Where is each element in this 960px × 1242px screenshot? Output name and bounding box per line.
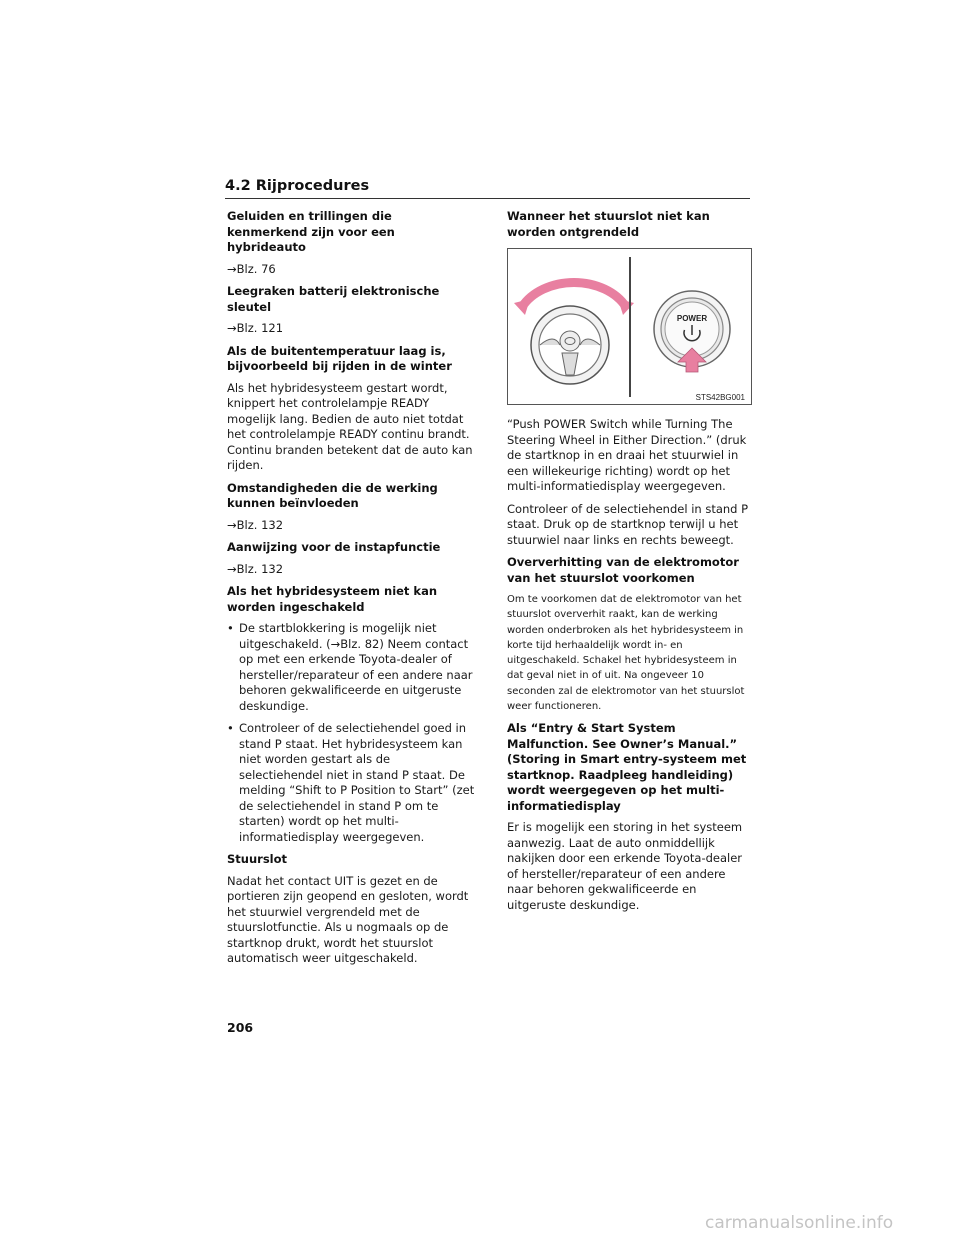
rotation-arrow-icon [522,282,626,307]
power-button-label: POWER [676,314,708,323]
arrow-head-left-icon [514,299,530,315]
right-column [507,209,753,920]
heading-entry-function: Aanwijzing voor de instapfunctie [227,540,441,554]
page-reference-link[interactable]: →Blz. 132 [227,561,284,576]
heading-lock-not-released: Wanneer het stuurslot niet kan worden ontgrendeld [507,209,710,239]
section-header [225,178,750,199]
heading-steering-lock: Stuurslot [227,852,288,866]
arrow-head-right-icon [618,299,634,315]
paragraph-system-malfunction: Er is mogelijk een storing in het systeem aanwezig. Laat de auto onmiddellijk nakijken door een erkende Toyota-dealer of hersteller/reparateur of een andere naar behoren gekwalificeerde en uitgeruste deskundige. [507,820,743,912]
page-number: 206 [227,1020,254,1035]
section-title: 4.2 Rijprocedures [225,178,370,194]
heading-motor-overheat: Oververhitting van de elektromotor van het stuurslot voorkomen [507,555,739,585]
heading-key-battery: Leegraken batterij elektronische sleutel [227,284,440,314]
steering-lock-illustration [507,248,752,405]
heading-system-malfunction: Als “Entry & Start System Malfunction. See Owner’s Manual.” (Storing in Smart entry-systeem met startknop. Raadpleeg handleiding) wordt weergegeven op het multi-informatiedisplay [507,721,747,813]
paragraph-ready-light: Als het hybridesysteem gestart wordt, knippert het controlelampje READY mogelijk lang. Bedien de auto niet totdat het controlelampje READY continu brandt. Continu branden betekent dat de auto kan rijden. [227,380,473,472]
heading-operating-conditions: Omstandigheden die de werking kunnen beïnvloeden [227,480,438,510]
bullet-marker: • [227,721,234,735]
steering-wheel-icon [531,306,609,384]
paragraph-motor-overheat: Om te voorkomen dat de elektromotor van het stuurslot oververhit raakt, kan de werking worden onderbroken als het hybridesysteem in korte tijd herhaaldelijk wordt in- en uitgeschakeld. Schakel het hybridesysteem in dat geval niet in of uit. Na ongeveer 10 seconden zal de elektromotor van het stuurslot weer functioneren. [507,594,745,713]
left-column [227,209,475,974]
illustration-svg [508,249,751,404]
list-item-text: De startblokkering is mogelijk niet uitgeschakeld. (→Blz. 82) Neem contact op met een erkende Toyota-dealer of hersteller/reparateur of een andere naar behoren gekwalificeerde en uitgeruste deskundige. [239,621,473,713]
heading-low-temperature: Als de buitentemperatuur laag is, bijvoorbeeld bij rijden in de winter [227,343,452,373]
paragraph-push-message: “Push POWER Switch while Turning The Steering Wheel in Either Direction.” (druk de startknop in en draai het stuurwiel in een willekeurige richting) wordt op het multi-informatiedisplay weergegeven. [507,417,747,493]
list-item-text: Controleer of de selectiehendel goed in stand P staat. Het hybridesysteem kan niet worden gestart als de selectiehendel niet in stand P staat. De melding “Shift to P Position to Start” (zet de selectiehendel in stand P om te starten) wordt op het multi-informatiedisplay weergegeven. [239,721,475,844]
paragraph-steering-lock: Nadat het contact UIT is gezet en de portieren zijn geopend en gesloten, wordt het stuurwiel vergrendeld met de stuurslotfunctie. Als u nogmaals op de startknop drukt, wordt het stuurslot automatisch weer uitgeschakeld. [227,873,469,965]
heading-system-not-starting: Als het hybridesysteem niet kan worden ingeschakeld [227,584,438,614]
figure-id: STS42BG001 [695,393,745,402]
page-reference-link[interactable]: →Blz. 132 [227,517,284,532]
list-item [227,621,475,714]
watermark: carmanualsonline.info [705,1213,894,1233]
list-item [227,721,475,845]
page-reference-link[interactable]: →Blz. 121 [227,321,284,335]
heading-hybrid-sounds: Geluiden en trillingen die kenmerkend zijn voor een hybrideauto [227,209,395,254]
bullet-marker: • [227,621,234,635]
paragraph-check-shift: Controleer of de selectiehendel in stand P staat. Druk op de startknop terwijl u het stuurwiel naar links en rechts beweegt. [507,501,749,547]
section-divider [225,198,750,199]
page-reference-link[interactable]: →Blz. 76 [227,261,276,276]
